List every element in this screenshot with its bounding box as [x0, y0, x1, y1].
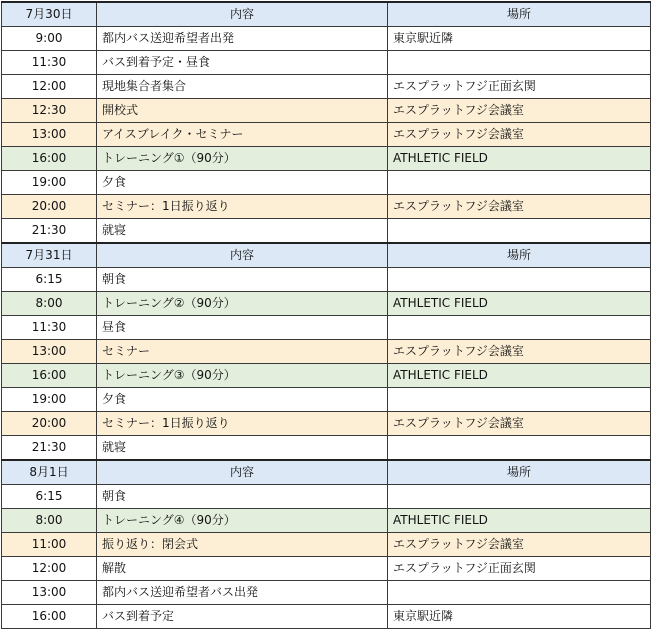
place-cell: ATHLETIC FIELD [388, 147, 651, 171]
time-cell: 16:00 [2, 605, 97, 629]
day-header-row [2, 460, 651, 485]
schedule-table [1, 1, 651, 629]
schedule-row [2, 581, 651, 605]
time-cell: 12:00 [2, 75, 97, 99]
schedule-row [2, 27, 651, 51]
time-cell: 13:00 [2, 123, 97, 147]
content-cell: 振り返り：閉会式 [97, 533, 388, 557]
time-cell: 12:30 [2, 99, 97, 123]
place-column-header: 場所 [388, 243, 651, 268]
content-cell: 解散 [97, 557, 388, 581]
place-cell: エスプラットフジ会議室 [388, 533, 651, 557]
time-cell: 12:00 [2, 557, 97, 581]
schedule-row [2, 509, 651, 533]
schedule-row [2, 557, 651, 581]
content-cell: 現地集合者集合 [97, 75, 388, 99]
place-cell [388, 581, 651, 605]
time-cell: 19:00 [2, 171, 97, 195]
time-cell: 6:15 [2, 268, 97, 292]
day-date-cell: 7月30日 [2, 2, 97, 27]
content-cell: バス到着予定 [97, 605, 388, 629]
time-cell: 13:00 [2, 340, 97, 364]
schedule-row [2, 412, 651, 436]
content-cell: 朝食 [97, 268, 388, 292]
place-column-header: 場所 [388, 2, 651, 27]
content-cell: セミナー：1日振り返り [97, 195, 388, 219]
content-cell: 就寝 [97, 436, 388, 461]
time-cell: 13:00 [2, 581, 97, 605]
time-cell: 16:00 [2, 364, 97, 388]
place-cell [388, 51, 651, 75]
schedule-row [2, 268, 651, 292]
time-cell: 20:00 [2, 412, 97, 436]
content-column-header: 内容 [97, 243, 388, 268]
content-cell: 都内バス送迎希望者バス出発 [97, 581, 388, 605]
schedule-row [2, 340, 651, 364]
content-column-header: 内容 [97, 460, 388, 485]
content-column-header: 内容 [97, 2, 388, 27]
place-cell: エスプラットフジ会議室 [388, 340, 651, 364]
content-cell: 就寝 [97, 219, 388, 244]
place-cell: ATHLETIC FIELD [388, 292, 651, 316]
place-cell [388, 268, 651, 292]
place-cell: エスプラットフジ正面玄関 [388, 75, 651, 99]
schedule-row [2, 51, 651, 75]
time-cell: 19:00 [2, 388, 97, 412]
place-cell: エスプラットフジ会議室 [388, 99, 651, 123]
place-cell [388, 171, 651, 195]
content-cell: トレーニング④（90分） [97, 509, 388, 533]
time-cell: 6:15 [2, 485, 97, 509]
place-cell: エスプラットフジ正面玄関 [388, 557, 651, 581]
content-cell: セミナー [97, 340, 388, 364]
place-column-header: 場所 [388, 460, 651, 485]
schedule-row [2, 171, 651, 195]
time-cell: 21:30 [2, 219, 97, 244]
schedule-body [2, 2, 651, 629]
content-cell: セミナー：1日振り返り [97, 412, 388, 436]
place-cell: エスプラットフジ会議室 [388, 412, 651, 436]
time-cell: 8:00 [2, 292, 97, 316]
schedule-row [2, 123, 651, 147]
place-cell [388, 219, 651, 244]
day-date-cell: 7月31日 [2, 243, 97, 268]
time-cell: 9:00 [2, 27, 97, 51]
content-cell: バス到着予定・昼食 [97, 51, 388, 75]
place-cell: エスプラットフジ会議室 [388, 195, 651, 219]
place-cell [388, 316, 651, 340]
content-cell: トレーニング①（90分） [97, 147, 388, 171]
content-cell: 都内バス送迎希望者出発 [97, 27, 388, 51]
schedule-row [2, 195, 651, 219]
time-cell: 20:00 [2, 195, 97, 219]
place-cell [388, 485, 651, 509]
content-cell: 開校式 [97, 99, 388, 123]
place-cell: エスプラットフジ会議室 [388, 123, 651, 147]
content-cell: 朝食 [97, 485, 388, 509]
schedule-row [2, 147, 651, 171]
place-cell: ATHLETIC FIELD [388, 364, 651, 388]
time-cell: 21:30 [2, 436, 97, 461]
time-cell: 11:30 [2, 51, 97, 75]
content-cell: 夕食 [97, 388, 388, 412]
schedule-row [2, 533, 651, 557]
time-cell: 11:00 [2, 533, 97, 557]
time-cell: 16:00 [2, 147, 97, 171]
schedule-row [2, 485, 651, 509]
schedule-row [2, 292, 651, 316]
day-header-row [2, 243, 651, 268]
schedule-row [2, 388, 651, 412]
time-cell: 8:00 [2, 509, 97, 533]
schedule-row [2, 316, 651, 340]
place-cell: 東京駅近隣 [388, 27, 651, 51]
time-cell: 11:30 [2, 316, 97, 340]
place-cell: ATHLETIC FIELD [388, 509, 651, 533]
content-cell: アイスブレイク・セミナー [97, 123, 388, 147]
place-cell: 東京駅近隣 [388, 605, 651, 629]
schedule-row [2, 219, 651, 244]
place-cell [388, 388, 651, 412]
content-cell: 昼食 [97, 316, 388, 340]
content-cell: トレーニング③（90分） [97, 364, 388, 388]
place-cell [388, 436, 651, 461]
day-header-row [2, 2, 651, 27]
day-date-cell: 8月1日 [2, 460, 97, 485]
content-cell: 夕食 [97, 171, 388, 195]
content-cell: トレーニング②（90分） [97, 292, 388, 316]
schedule-row [2, 75, 651, 99]
schedule-row [2, 436, 651, 461]
schedule-row [2, 364, 651, 388]
schedule-row [2, 99, 651, 123]
